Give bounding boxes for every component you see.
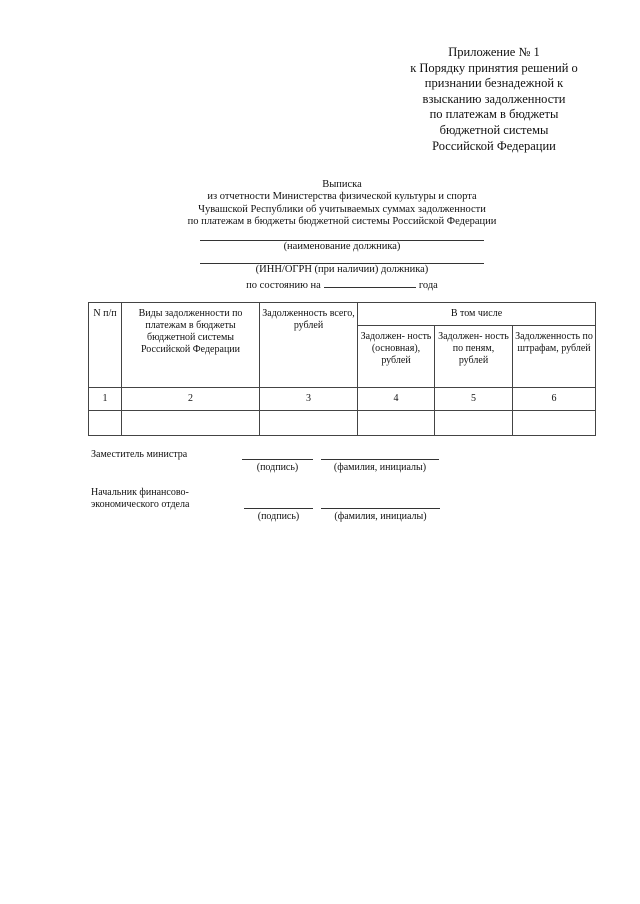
deputy-name-line[interactable] [321,459,439,460]
appendix-line: Приложение № 1 [448,45,540,59]
document-title [160,179,524,228]
header-penalty-debt: Задолжен- ность по пеням, рублей [435,326,513,388]
header-main-debt: Задолжен- ность (основная), рублей [358,326,435,388]
appendix-header [396,45,592,154]
deputy-minister-title: Заместитель министра [91,449,188,460]
title-line: по платежам в бюджеты бюджетной системы Российской Федерации [187,215,497,227]
col-number: 4 [358,388,435,411]
deputy-signature-caption: (подпись) [256,462,299,473]
appendix-line: признании безнадежной к [424,76,564,91]
appendix-line: по платежам в бюджеты [429,107,559,122]
table-cell[interactable] [122,411,260,436]
as-of-date-line [200,278,484,291]
chief-signature-line[interactable] [244,508,313,509]
title-line: Выписка [322,179,362,190]
debtor-block [200,240,484,276]
appendix-line: к Порядку принятия решений о [410,60,578,75]
appendix-line: Российской Федерации [432,138,556,153]
table-cell[interactable] [513,411,596,436]
header-fines-debt: Задолженность по штрафам, рублей [513,326,596,388]
chief-name-caption: (фамилия, инициалы) [334,511,427,522]
col-number: 3 [260,388,358,411]
table-cell[interactable] [358,411,435,436]
title-line: из отчетности Министерства физической культуры и спорта [207,191,477,203]
debt-table [88,302,596,436]
chief-name-line[interactable] [321,508,440,509]
title-line: Чувашской Республики об учитываемых суммах задолженности [198,203,486,215]
date-blank [324,278,416,288]
header-total: Задолженность всего, рублей [260,303,358,388]
chief-signature-caption: (подпись) [257,511,300,522]
header-including: В том числе [358,303,596,326]
deputy-name-caption: (фамилия, инициалы) [333,462,427,473]
debtor-inn-caption: (ИНН/ОГРН (при наличии) должника) [255,264,429,275]
col-number: 2 [122,388,260,411]
table-cell[interactable] [89,411,122,436]
as-of-prefix: по состоянию на [246,280,321,291]
header-num: N п/п [89,303,122,388]
table-cell[interactable] [435,411,513,436]
deputy-signature-line[interactable] [242,459,313,460]
debtor-name-caption: (наименование должника) [283,241,401,252]
as-of-suffix: года [418,280,438,291]
col-number: 6 [513,388,596,411]
col-number: 5 [435,388,513,411]
col-number: 1 [89,388,122,411]
header-debt-type: Виды задолженности по платежам в бюджеты бюджетной системы Российской Федерации [122,303,260,388]
table-cell[interactable] [260,411,358,436]
appendix-line: взысканию задолженности [422,91,566,106]
appendix-line: бюджетной системы [439,122,549,137]
chief-title-line1: Начальник финансово- [91,487,189,498]
chief-title-line2: экономического отдела [91,499,190,510]
